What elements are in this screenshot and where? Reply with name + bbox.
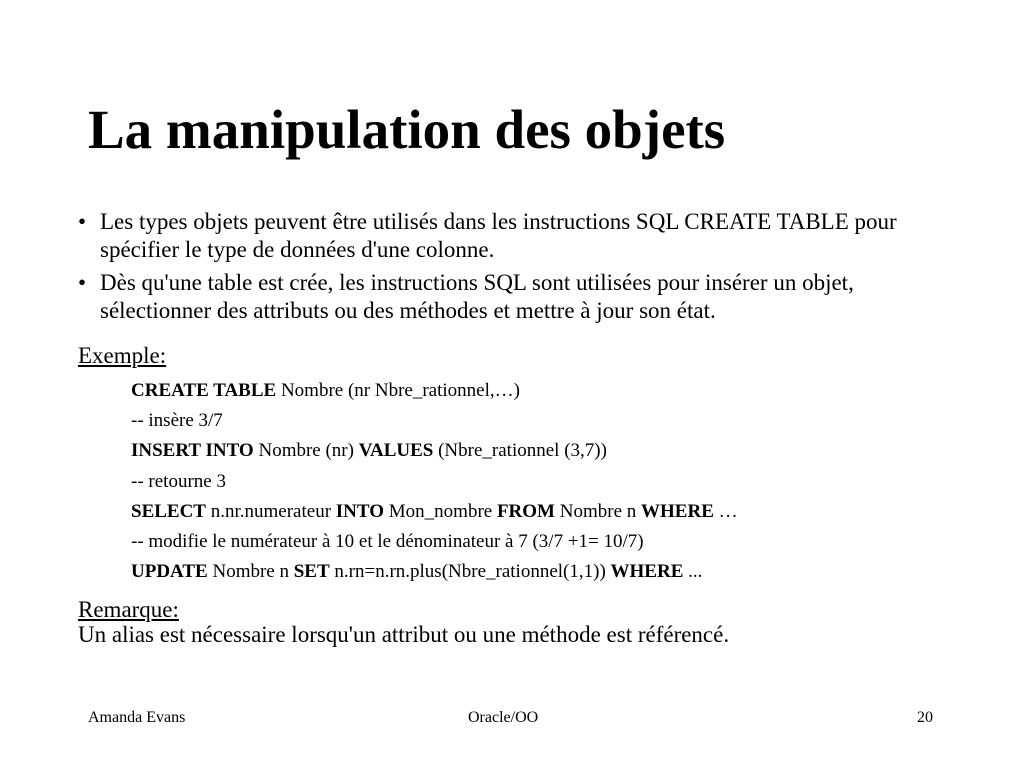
sql-keyword: VALUES bbox=[358, 440, 434, 462]
bullet-item bbox=[78, 208, 958, 264]
sql-text: n.rn=n.rn.plus(Nbre_rationnel(1,1)) bbox=[329, 561, 611, 583]
sql-text: Nombre (nr) bbox=[253, 440, 359, 462]
sql-keyword: SET bbox=[293, 561, 330, 583]
footer-author: Amanda Evans bbox=[88, 709, 186, 726]
sql-keyword: INTO bbox=[335, 500, 385, 522]
bullet-text: Les types objets peuvent être utilisés dans les instructions SQL CREATE TABLE pour spécifier le type de données d'une colonne. bbox=[100, 209, 897, 262]
slide-title: La manipulation des objets bbox=[88, 99, 726, 160]
remark-text: Un alias est nécessaire lorsqu'un attribut ou une méthode est référencé. bbox=[78, 622, 730, 647]
sql-keyword: FROM bbox=[496, 500, 555, 522]
sql-keyword: UPDATE bbox=[131, 561, 208, 583]
sql-text: (Nbre_rationnel (3,7)) bbox=[433, 440, 607, 462]
sql-text: n.nr.numerateur bbox=[205, 500, 336, 522]
sql-text: Nombre (nr Nbre_rationnel,…) bbox=[276, 380, 520, 401]
code-block bbox=[131, 376, 738, 587]
sql-text: Nombre n bbox=[207, 561, 294, 583]
sql-text: ... bbox=[683, 561, 703, 583]
sql-keyword: WHERE bbox=[610, 561, 684, 583]
code-line-create-table bbox=[131, 376, 738, 406]
sql-text: Mon_nombre bbox=[384, 500, 497, 522]
code-line-insert bbox=[131, 436, 738, 466]
code-line-update bbox=[131, 557, 738, 587]
sql-keyword: SELECT bbox=[131, 500, 206, 522]
sql-keyword: WHERE bbox=[641, 500, 714, 522]
sql-text: Nombre n bbox=[555, 500, 642, 522]
bullet-item bbox=[78, 269, 958, 325]
sql-keyword: CREATE TABLE bbox=[131, 380, 277, 401]
bullet-list bbox=[78, 208, 958, 330]
sql-keyword: INSERT INTO bbox=[131, 440, 254, 462]
code-line-select bbox=[131, 497, 738, 527]
example-heading: Exemple: bbox=[78, 343, 167, 368]
bullet-text: Dès qu'une table est crée, les instructions SQL sont utilisées pour insérer un objet, sélectionner des attributs ou des méthodes et mettre à jour son état. bbox=[100, 270, 854, 323]
footer-page-number: 20 bbox=[917, 709, 933, 726]
remark-heading: Remarque: bbox=[78, 597, 179, 622]
bullet-marker: • bbox=[78, 270, 87, 295]
code-comment-insert: -- insère 3/7 bbox=[131, 410, 223, 432]
sql-text: … bbox=[713, 500, 738, 522]
code-comment-modify: -- modifie le numérateur à 10 et le dénominateur à 7 (3/7 +1= 10/7) bbox=[131, 531, 644, 553]
code-comment-return: -- retourne 3 bbox=[131, 470, 226, 492]
bullet-marker: • bbox=[78, 209, 87, 234]
footer-topic: Oracle/OO bbox=[468, 709, 539, 726]
